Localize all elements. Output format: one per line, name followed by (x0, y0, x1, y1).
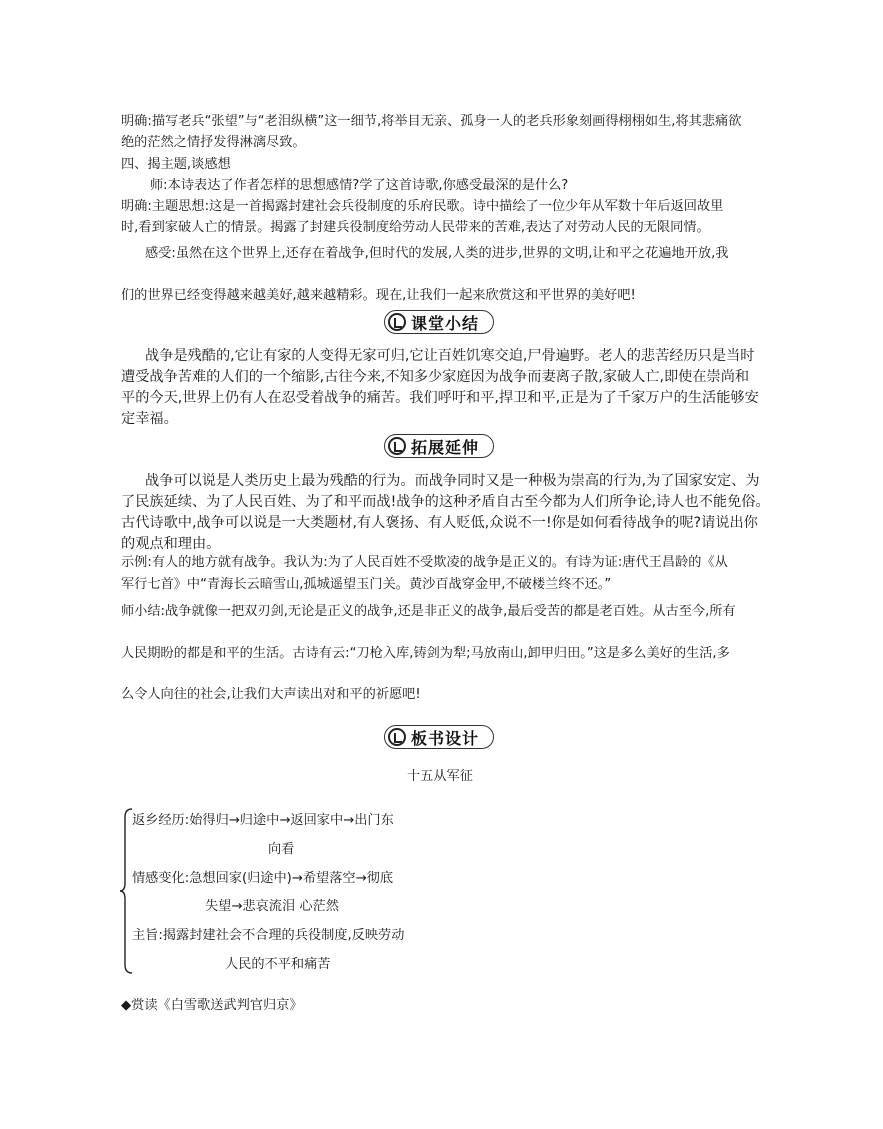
diamond-bullet-icon: ◆ (121, 998, 132, 1013)
explanation-line: 明确:描写老兵“张望”与“老泪纵横”这一细节,将举目无亲、孤身一人的老兵形象刻画得栩栩如生,将其悲痛欲 (121, 114, 742, 129)
feeling-line: 们的世界已经变得越来越美好,越来越精彩。现在,让我们一起来欣赏这和平世界的美好吧! (121, 288, 636, 303)
next-reading (121, 996, 303, 1016)
board-row: 失望→悲哀流泪 心茫然 (205, 899, 339, 914)
next-reading-text: 赏读《白雪歌送武判官归京》 (131, 998, 303, 1013)
board-row: 情感变化:急想回家(归途中)→希望落空→彻底 (132, 871, 394, 886)
badge-label: 板书设计 (411, 728, 480, 748)
board-title: 十五从军征 (407, 769, 473, 784)
board-row: 人民的不平和痛苦 (225, 957, 331, 972)
board-row: 返乡经历:始得归→归途中→返回家中→出门东 (132, 813, 394, 828)
badge-label: 拓展延伸 (411, 437, 480, 457)
board-row: 主旨:揭露封建社会不合理的兵役制度,反映劳动 (132, 928, 405, 943)
badge-label: 课堂小结 (411, 313, 480, 333)
example-line: 示例:有人的地方就有战争。我认为:为了人民百姓不受欺凌的战争是正义的。有诗为证:唐代王昌龄的《从 (121, 555, 728, 570)
summary-line: 战争是残酷的,它让有家的人变得无家可归,它让百姓饥寒交迫,尸骨遍野。老人的悲苦经历只是当时 (145, 348, 755, 364)
answer-line: 时,看到家破人亡的情景。揭露了封建兵役制度给劳动人民带来的苦难,表达了对劳动人民的无限同情。 (121, 220, 710, 235)
book-icon (388, 437, 406, 455)
teacher-summary-line: 么令人向往的社会,让我们大声读出对和平的祈愿吧! (121, 687, 421, 702)
summary-badge (384, 310, 494, 334)
extension-badge (384, 434, 494, 458)
book-icon (388, 313, 406, 331)
summary-line: 定幸福。 (121, 411, 178, 427)
summary-line: 平的今天,世界上仍有人在忍受着战争的痛苦。我们呼吁和平,捍卫和平,正是为了千家万户的生活能够安 (121, 390, 759, 406)
teacher-summary-line: 人民期盼的都是和平的生活。古诗有云:“刀枪入库,铸剑为犁;马放南山,卸甲归田。”这是多么美好的生活,多 (121, 646, 730, 661)
brace (118, 807, 134, 975)
extension-line: 了民族延续、为了人民百姓、为了和平而战!战争的这种矛盾自古至今都为人们所争论,诗人也不能免俗。 (121, 494, 770, 510)
teacher-question: 师:本诗表达了作者怎样的思想感情?学了这首诗歌,你感受最深的是什么? (150, 178, 569, 193)
board-row: 向看 (268, 842, 295, 857)
board-design-badge (384, 725, 494, 749)
feeling-line: 感受:虽然在这个世界上,还存在着战争,但时代的发展,人类的进步,世界的文明,让和平之花遍地开放,我 (145, 246, 729, 261)
teacher-summary-line: 师小结:战争就像一把双刃剑,无论是正义的战争,还是非正义的战争,最后受苦的都是老百姓。从古至今,所有 (121, 604, 736, 619)
explanation-line: 绝的茫然之情抒发得淋漓尽致。 (121, 135, 306, 150)
extension-line: 的观点和理由。 (121, 536, 221, 552)
extension-line: 古代诗歌中,战争可以说是一大类题材,有人褒扬、有人贬低,众说不一!你是如何看待战争的呢?请说出你 (121, 515, 758, 531)
summary-line: 遭受战争苦难的人们的一个缩影,古往今来,不知多少家庭因为战争而妻离子散,家破人亡,即使在崇尚和 (121, 369, 750, 385)
book-icon (388, 728, 406, 746)
section-heading: 四、揭主题,谈感想 (121, 157, 231, 172)
example-line: 军行七首》中“青海长云暗雪山,孤城遥望玉门关。黄沙百战穿金甲,不破楼兰终不还。” (121, 577, 612, 592)
extension-line: 战争可以说是人类历史上最为残酷的行为。而战争同时又是一种极为崇高的行为,为了国家安定、为 (145, 473, 760, 489)
answer-line: 明确:主题思想:这是一首揭露封建社会兵役制度的乐府民歌。诗中描绘了一位少年从军数十年后返回故里 (121, 199, 724, 214)
